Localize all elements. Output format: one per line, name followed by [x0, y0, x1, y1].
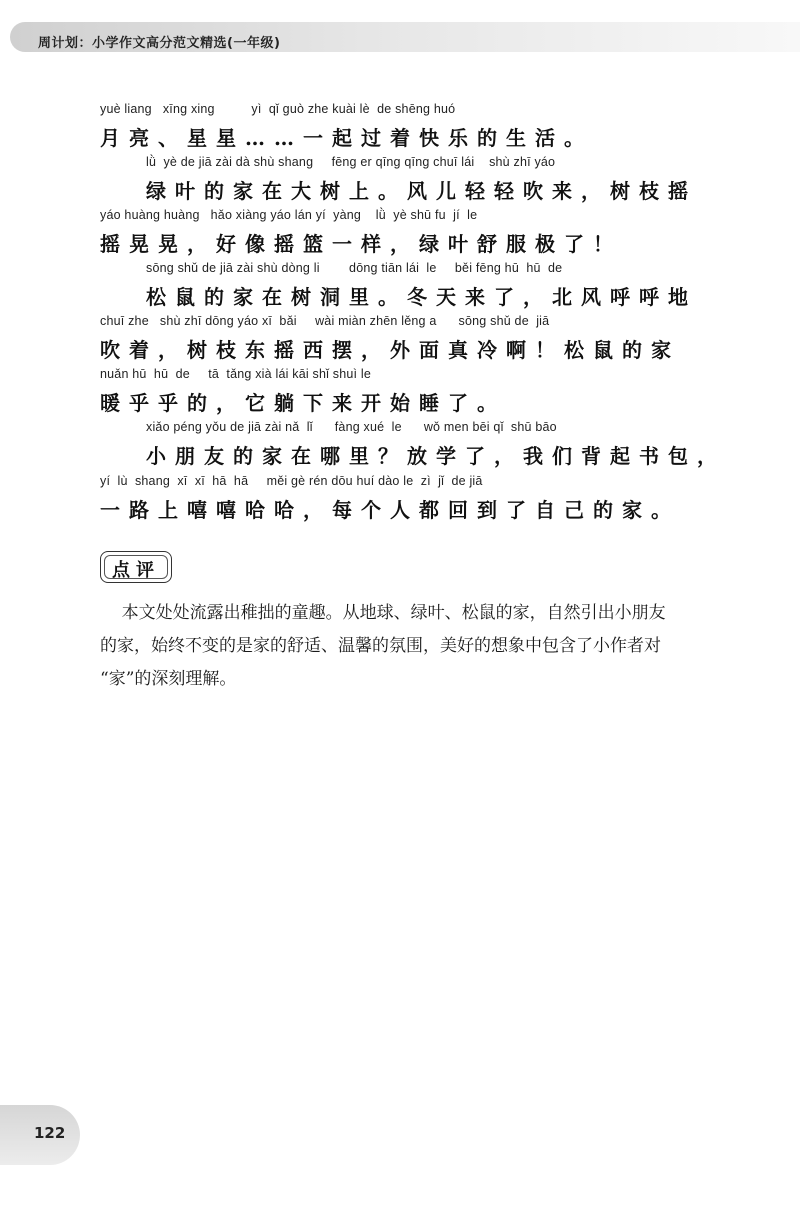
running-header-title: 周计划：小学作文高分范文精选(一年级) [38, 36, 281, 51]
pinyin-line-5: chuī zhe shù zhī dōng yáo xī bǎi wài miàn zhēn lěng a sōng shǔ de jiā [100, 314, 550, 328]
pinyin-line-2: lǜ yè de jiā zài dà shù shang fēng er qīng qīng chuī lái shù zhī yáo [146, 155, 556, 169]
pinyin-line-6: nuǎn hū hū de tā tǎng xià lái kāi shǐ shuì le [100, 367, 371, 381]
pinyin-line-1: yuè liang xīng xing yì qǐ guò zhe kuài lè de shēng huó [100, 102, 456, 116]
review-line-1: 本文处处流露出稚拙的童趣。从地球、绿叶、松鼠的家，自然引出小朋友 [100, 603, 666, 623]
hanzi-line-1: 月亮、星星……一起过着快乐的生活。 [100, 126, 593, 150]
review-line-3: “家”的深刻理解。 [100, 669, 237, 689]
hanzi-line-5: 吹着，树枝东摇西摆，外面真冷啊！松鼠的家 [100, 338, 680, 362]
hanzi-line-3: 摇晃晃，好像摇篮一样，绿叶舒服极了！ [100, 232, 622, 256]
hanzi-line-7: 小朋友的家在哪里？放学了，我们背起书包， [146, 444, 726, 468]
hanzi-line-8: 一路上嘻嘻哈哈，每个人都回到了自己的家。 [100, 498, 680, 522]
pinyin-line-4: sōng shǔ de jiā zài shù dòng li dōng tiān lái le běi fēng hū hū de [146, 261, 563, 275]
hanzi-line-4: 松鼠的家在树洞里。冬天来了，北风呼呼地 [146, 285, 697, 309]
pinyin-line-8: yí lù shang xī xī hā hā měi gè rén dōu huí dào le zì jǐ de jiā [100, 474, 483, 488]
pinyin-line-7: xiǎo péng yǒu de jiā zài nǎ lǐ fàng xué le wǒ men bēi qǐ shū bāo [146, 420, 557, 434]
review-badge [100, 551, 172, 583]
hanzi-line-2: 绿叶的家在大树上。风儿轻轻吹来，树枝摇 [146, 179, 697, 203]
pinyin-line-3: yáo huàng huàng hǎo xiàng yáo lán yí yàng lǜ yè shū fu jí le [100, 208, 478, 222]
page-number: 122 [34, 1124, 66, 1142]
hanzi-line-6: 暖乎乎的，它躺下来开始睡了。 [100, 391, 506, 415]
review-label: 点评 [112, 560, 160, 581]
review-line-2: 的家，始终不变的是家的舒适、温馨的氛围，美好的想象中包含了小作者对 [100, 636, 661, 656]
